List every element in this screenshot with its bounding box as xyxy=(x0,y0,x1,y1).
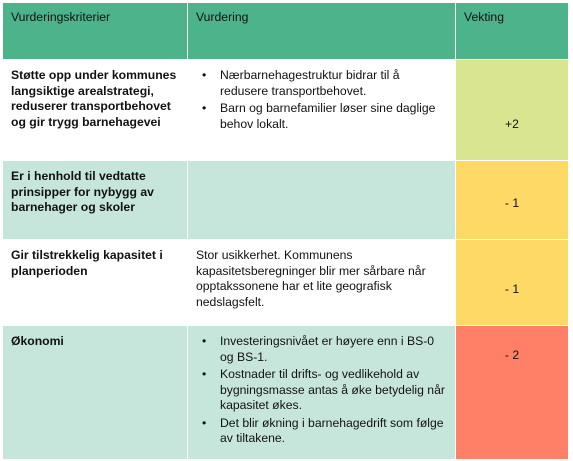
header-weighting: Vekting xyxy=(456,3,569,60)
weight-cell: - 1 xyxy=(456,240,569,326)
criterion-cell: Er i henhold til vedtatte prinsipper for nybygg av barnehager og skoler xyxy=(3,161,188,240)
table-row xyxy=(3,161,569,240)
header-row xyxy=(3,3,569,60)
weight-cell: +2 xyxy=(456,60,569,161)
list-item: • Nærbarnehagestruktur bidrar til å redusere transportbehovet. xyxy=(196,68,447,99)
header-assessment: Vurdering xyxy=(188,3,456,60)
criterion-cell: Gir tilstrekkelig kapasitet i planperioden xyxy=(3,240,188,326)
table-row xyxy=(3,240,569,326)
weight-cell: - 2 xyxy=(456,326,569,460)
list-item: • Barn og barnefamilier løser sine daglige behov lokalt. xyxy=(196,101,447,132)
list-item: • Det blir økning i barnehagedrift som følge av tiltakene. xyxy=(196,416,447,447)
criteria-table-wrapper xyxy=(2,2,569,460)
header-criteria: Vurderingskriterier xyxy=(3,3,188,60)
assessment-cell xyxy=(188,326,456,460)
weight-cell: - 1 xyxy=(456,161,569,240)
assessment-cell xyxy=(188,60,456,161)
table-row xyxy=(3,60,569,161)
assessment-list xyxy=(196,334,447,447)
table-row xyxy=(3,326,569,460)
criterion-cell: Økonomi xyxy=(3,326,188,460)
assessment-cell xyxy=(188,161,456,240)
criteria-table xyxy=(2,2,569,460)
list-item: • Kostnader til drifts- og vedlikehold av bygningsmasse antas å øke betydelig når kapasitet økes. xyxy=(196,367,447,414)
assessment-cell: Stor usikkerhet. Kommunens kapasitetsberegninger blir mer sårbare når opptakssonene har et lite geografisk nedslagsfelt. xyxy=(188,240,456,326)
criterion-cell: Støtte opp under kommunes langsiktige arealstrategi, reduserer transportbehovet og gir trygg barnehagevei xyxy=(3,60,188,161)
assessment-list xyxy=(196,68,447,132)
list-item: • Investeringsnivået er høyere enn i BS-0 og BS-1. xyxy=(196,334,447,365)
